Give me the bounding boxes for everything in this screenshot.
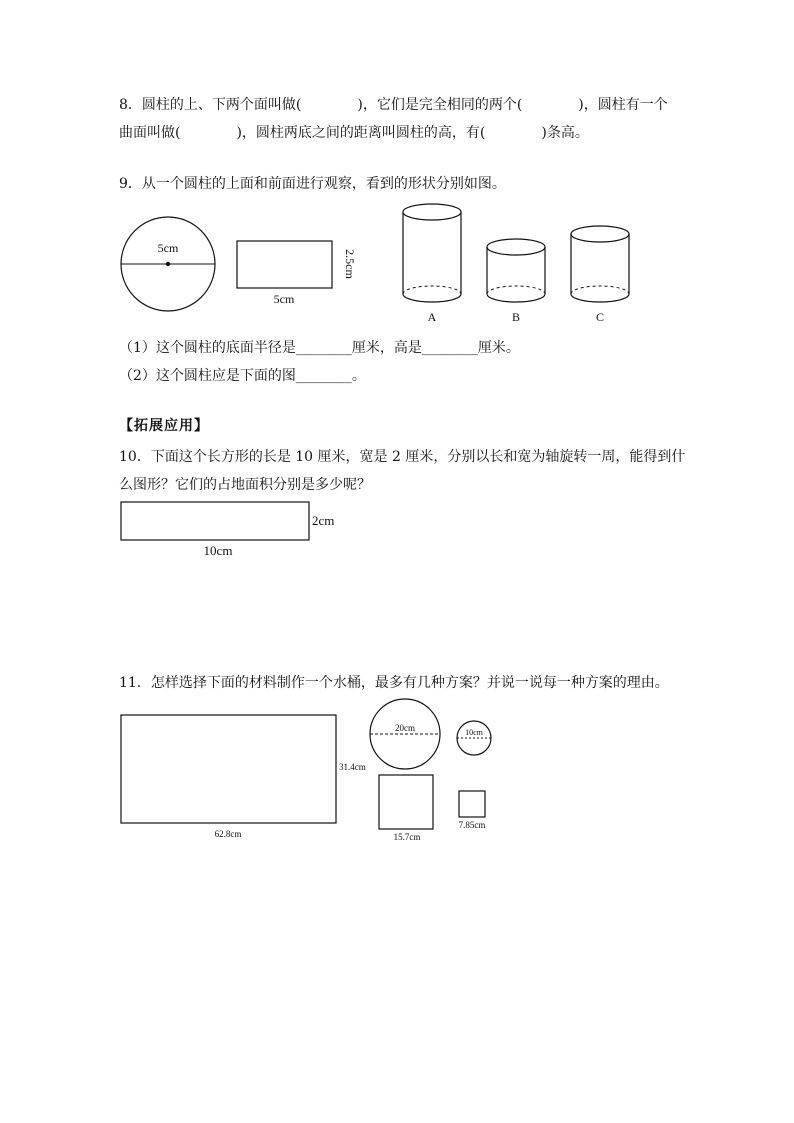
cylinder-b — [487, 239, 545, 324]
section-title: 【拓展应用】 — [119, 418, 209, 434]
rect-height-label: 2.5cm — [343, 249, 357, 279]
q9-prompt: 9．从一个圆柱的上面和前面进行观察，看到的形状分别如图。 — [119, 176, 506, 192]
cylinder-b-label: B — [511, 310, 521, 324]
cylinder-c — [571, 226, 629, 324]
cylinder-c-label: C — [595, 310, 605, 324]
q10-rectangle — [121, 502, 334, 558]
q11-big-rectangle — [121, 715, 366, 839]
q10-line-2: 么图形？它们的占地面积分别是多少呢？ — [119, 477, 371, 493]
q9-top-view-circle — [121, 217, 215, 311]
cylinder-a — [403, 204, 461, 324]
q10-height-label: 2cm — [312, 513, 335, 528]
q9-subquestion-1: （1）这个圆柱的底面半径是________厘米，高是________厘米。 — [119, 340, 520, 356]
q8-line-1: 8．圆柱的上、下两个面叫做( )，它们是完全相同的两个( )，圆柱有一个 — [119, 97, 668, 113]
q11-big-circle — [370, 699, 440, 769]
big-rect-width-label: 62.8cm — [214, 829, 242, 839]
rect-width-label: 5cm — [273, 292, 295, 306]
q11-prompt: 11．怎样选择下面的材料制作一个水桶，最多有几种方案？并说一说每一种方案的理由。 — [119, 675, 669, 691]
small-square-label: 7.85cm — [458, 820, 486, 830]
q11-small-square — [459, 791, 486, 830]
center-dot — [166, 262, 170, 266]
big-square-label: 15.7cm — [393, 832, 421, 842]
big-circle-label: 20cm — [395, 723, 415, 733]
q9-front-view-rect — [237, 241, 357, 306]
cylinder-a-label: A — [427, 310, 437, 324]
small-circle-label: 10cm — [465, 728, 483, 737]
q11-big-square — [379, 775, 433, 842]
big-rect-height-label: 31.4cm — [339, 762, 366, 772]
q10-line-1: 10．下面这个长方形的长是 10 厘米，宽是 2 厘米，分别以长和宽为轴旋转一周，能得到什 — [119, 449, 686, 465]
q9-subquestion-2: （2）这个圆柱应是下面的图________。 — [119, 368, 366, 384]
q8-line-2: 曲面叫做( )，圆柱两底之间的距离叫圆柱的高，有( )条高。 — [119, 125, 589, 141]
circle-diameter-label: 5cm — [157, 241, 179, 255]
q10-width-label: 10cm — [203, 543, 233, 558]
q11-small-circle — [457, 721, 491, 755]
